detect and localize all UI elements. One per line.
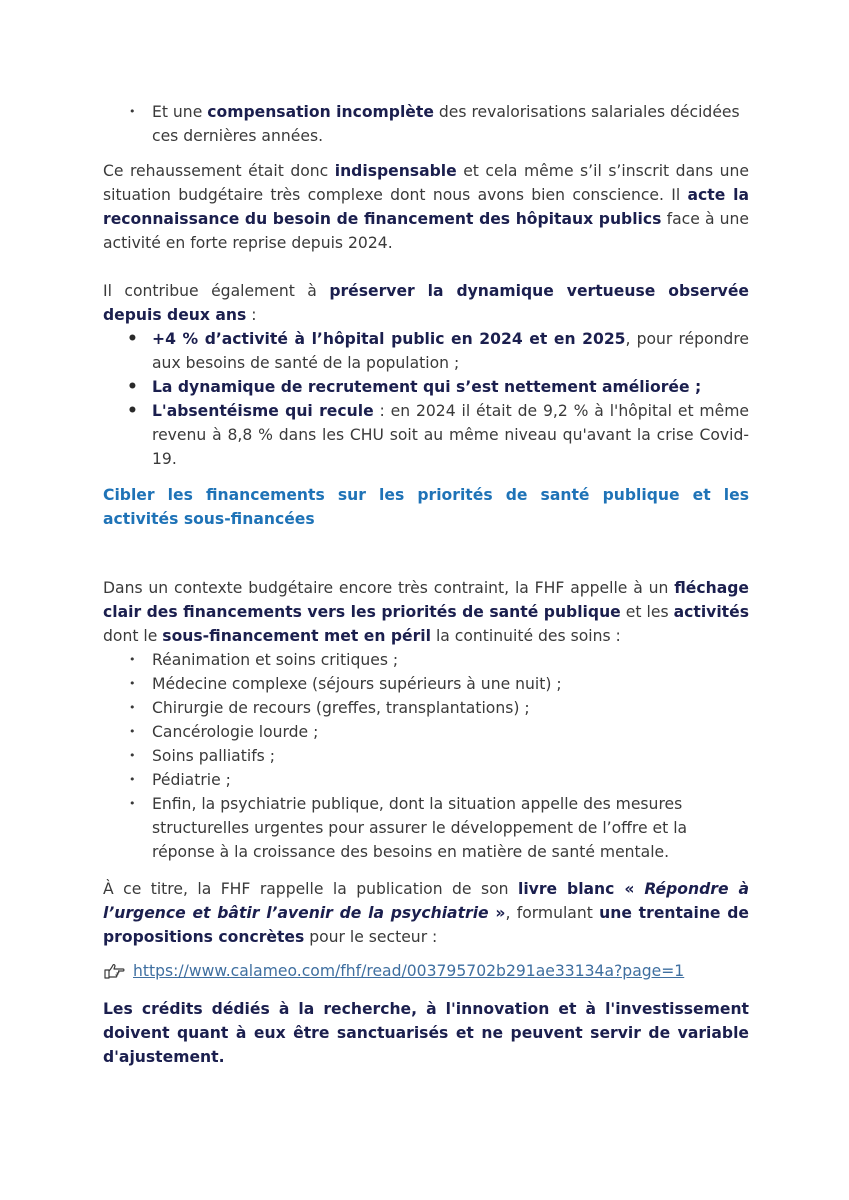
top-bullet-list (103, 100, 749, 148)
list-item: • Enfin, la psychiatrie publique, dont la situation appelle des mesures structurelles urgentes pour assurer le développement de l’offre et la réponse à la croissance des besoins en matière de santé mentale. (103, 792, 749, 864)
pointing-hand-icon (103, 961, 125, 981)
paragraph-dynamics: Il contribue également à préserver la dynamique vertueuse observée depuis deux ans : (103, 282, 749, 324)
list-item: • Médecine complexe (séjours supérieurs à une nuit) ; (103, 672, 749, 696)
list-item: • Réanimation et soins critiques ; (103, 648, 749, 672)
paragraph-white-paper: À ce titre, la FHF rappelle la publication de son livre blanc « Répondre à l’urgence et bâtir l’avenir de la psychiatrie », formulant une trentaine de propositions concrètes pour le secteur : (103, 880, 749, 946)
section-heading: Cibler les financements sur les priorités de santé publique et les activités sous-financées (103, 486, 749, 528)
list-item: • +4 % d’activité à l’hôpital public en 2024 et en 2025, pour répondre aux besoins de santé de la population ; (103, 327, 749, 375)
calameo-link[interactable]: https://www.calameo.com/fhf/read/003795702b291ae33134a?page=1 (133, 962, 685, 980)
paragraph-funding-increase: Ce rehaussement était donc indispensable et cela même s’il s’inscrit dans une situation budgétaire très complexe dont nous avons bien conscience. Il acte la reconnaissance du besoin de financement des hôpitaux publics face à une activité en forte reprise depuis 2024. (103, 162, 750, 252)
closing-statement: Les crédits dédiés à la recherche, à l'innovation et à l'investissement doivent quant à eux être sanctuarisés et ne peuvent servir de variable d'ajustement. (103, 1000, 749, 1066)
list-item: • Soins palliatifs ; (103, 744, 749, 768)
list-item: • La dynamique de recrutement qui s’est nettement améliorée ; (103, 375, 749, 399)
paragraph-targeting: Dans un contexte budgétaire encore très contraint, la FHF appelle à un fléchage clair des financements vers les priorités de santé publique et les activités dont le sous-financement met en péril la continuité des soins : (103, 579, 749, 645)
priorities-bullet-list (103, 648, 749, 864)
list-item: • Chirurgie de recours (greffes, transplantations) ; (103, 696, 749, 720)
list-item: • L'absentéisme qui recule : en 2024 il était de 9,2 % à l'hôpital et même revenu à 8,8 % dans les CHU soit au même niveau qu'avant la crise Covid-19. (103, 399, 749, 471)
list-item: • Pédiatrie ; (103, 768, 749, 792)
stats-bullet-list (103, 327, 749, 471)
list-item: • Cancérologie lourde ; (103, 720, 749, 744)
list-item: • Et une compensation incomplète des revalorisations salariales décidées ces dernières années. (103, 100, 749, 148)
link-row (103, 961, 749, 981)
